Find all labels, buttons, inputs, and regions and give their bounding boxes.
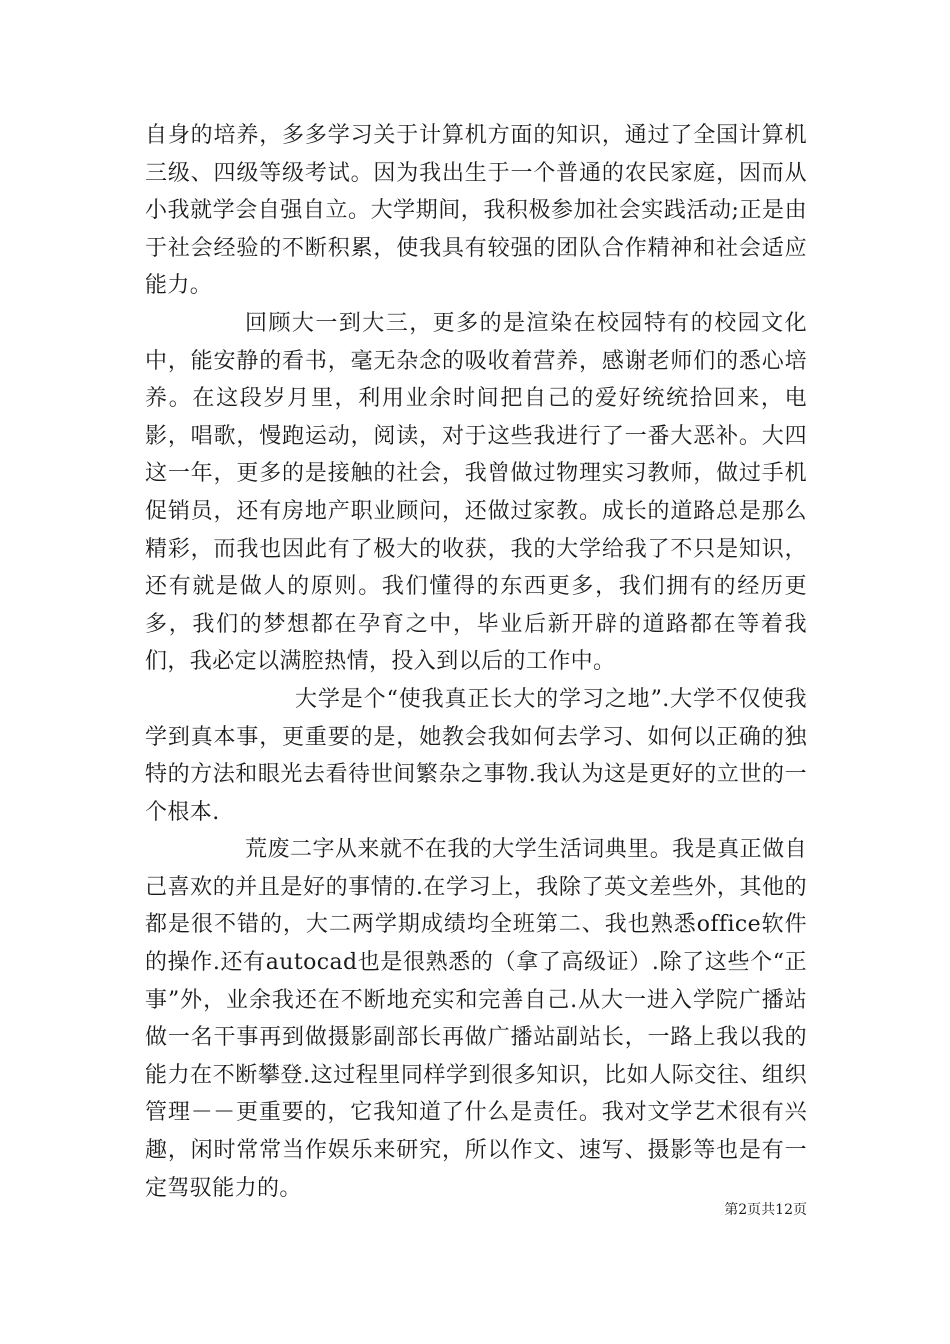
page-number-footer: 第2页共12页 <box>724 1202 807 1218</box>
paragraph-college-life: 荒废二字从来就不在我的大学生活词典里。我是真正做自己喜欢的并且是好的事情的.在学习上，我除了英文差些外，其他的都是很不错的，大二两学期成绩均全班第二、我也熟悉office软件的操作.还有autocad也是很熟悉的（拿了高级证）.除了这些个“正事”外，业余我还在不断地充实和完善自己.从大一进入学院广播站做一名干事再到做摄影副部长再做广播站副站长，一路上我以我的能力在不断攀登.这过程里同样学到很多知识，比如人际交往、组织管理－－更重要的，它我知道了什么是责任。我对文学艺术很有兴趣，闲时常常当作娱乐来研究，所以作文、速写、摄影等也是有一定驾驭能力的。 <box>145 837 807 1201</box>
paragraph-university-growth: 大学是个“使我真正长大的学习之地”.大学不仅使我学到真本事，更重要的是，她教会我如何去学习、如何以正确的独特的方法和眼光去看待世间繁杂之事物.我认为这是更好的立世的一个根本. <box>145 686 807 825</box>
paragraph-college-review: 回顾大一到大三，更多的是渲染在校园特有的校园文化中，能安静的看书，毫无杂念的吸收着营养，感谢老师们的悉心培养。在这段岁月里，利用业余时间把自己的爱好统统拾回来，电影，唱歌，慢跑运动，阅读，对于这些我进行了一番大恶补。大四这一年，更多的是接触的社会，我曾做过物理实习教师，做过手机促销员，还有房地产职业顾问，还做过家教。成长的道路总是那么精彩，而我也因此有了极大的收获，我的大学给我了不只是知识，还有就是做人的原则。我们懂得的东西更多，我们拥有的经历更多，我们的梦想都在孕育之中，毕业后新开辟的道路都在等着我们，我必定以满腔热情，投入到以后的工作中。 <box>145 310 807 675</box>
paragraph-self-cultivation: 自身的培养，多多学习关于计算机方面的知识，通过了全国计算机三级、四级等级考试。因为我出生于一个普通的农民家庭，因而从小我就学会自强自立。大学期间，我积极参加社会实践活动;正是由于社会经验的不断积累，使我具有较强的团队合作精神和社会适应能力。 <box>145 123 807 299</box>
document-body <box>145 117 807 1207</box>
